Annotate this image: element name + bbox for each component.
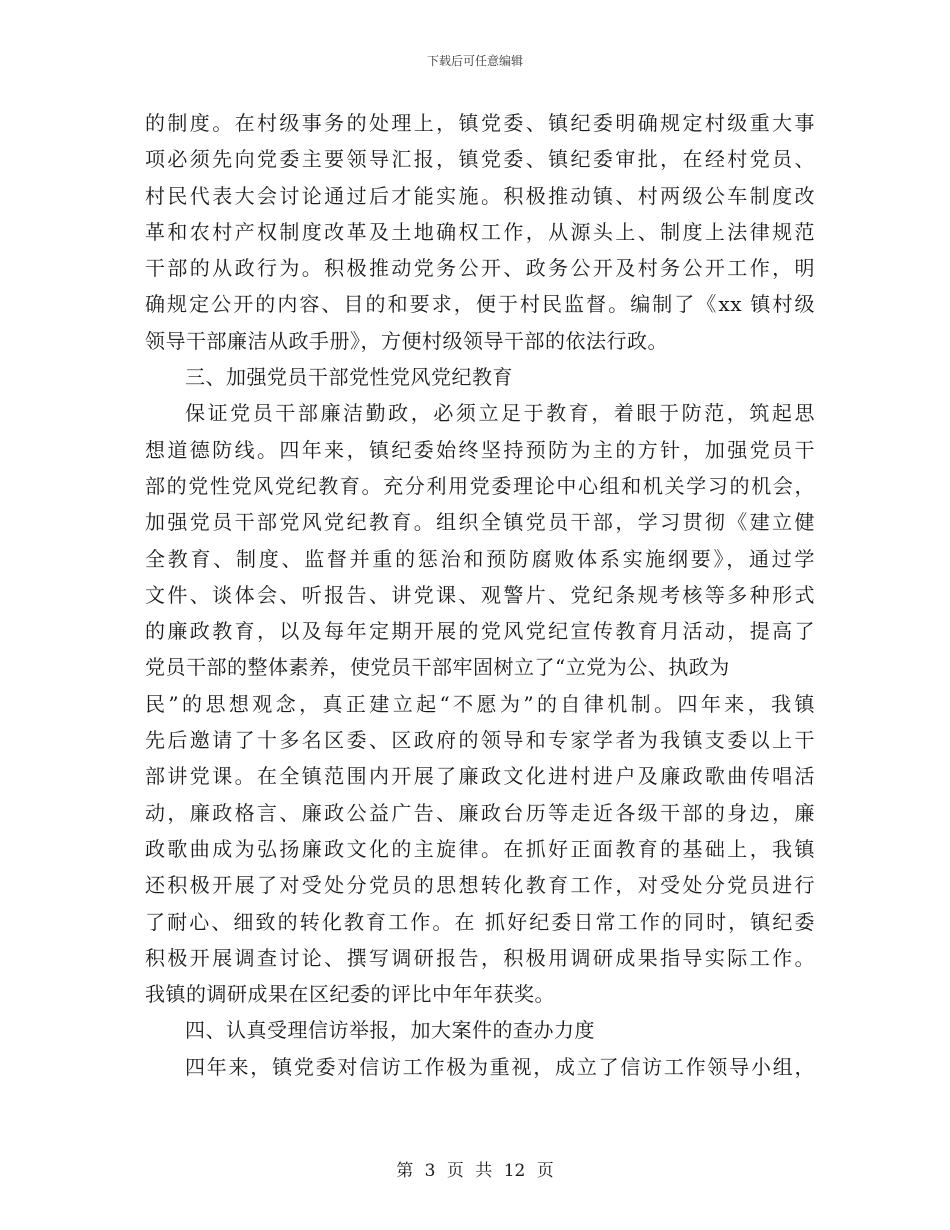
- body-line: 了耐心、细致的转化教育工作。在 抓好纪委日常工作的同时，镇纪委: [145, 909, 815, 934]
- body-line: 动，廉政格言、廉政公益广告、廉政台历等走近各级干部的身边，廉: [145, 800, 815, 825]
- document-body: [145, 105, 815, 1085]
- body-line: 革和农村产权制度改革及土地确权工作，从源头上、制度上法律规范: [145, 219, 815, 244]
- body-line: 的制度。在村级事务的处理上，镇党委、镇纪委明确规定村级重大事: [145, 111, 815, 135]
- body-line: 我镇的调研成果在区纪委的评比中年年获奖。: [145, 982, 555, 1007]
- body-line: 领导干部廉洁从政手册》，方便村级领导干部的依法行政。: [145, 328, 668, 353]
- body-line: 加强党员干部党风党纪教育。组织全镇党员干部，学习贯彻《建立健: [145, 510, 815, 535]
- body-line: 想道德防线。四年来，镇纪委始终坚持预防为主的方针，加强党员干: [145, 437, 815, 462]
- section-heading: 三、加强党员干部党性党风党纪教育: [185, 365, 513, 390]
- body-line: 村民代表大会讨论通过后才能实施。积极推动镇、村两级公车制度改: [145, 183, 815, 208]
- body-line: 先后邀请了十多名区委、区政府的领导和专家学者为我镇支委以上干: [145, 728, 815, 753]
- body-line: 项必须先向党委主要领导汇报，镇党委、镇纪委审批，在经村党员、: [145, 147, 815, 172]
- body-line: 部的党性党风党纪教育。充分利用党委理论中心组和机关学习的机会，: [145, 473, 815, 498]
- body-line: 确规定公开的内容、目的和要求，便于村民监督。编制了《xx 镇村级: [145, 292, 815, 317]
- body-line: 四年来，镇党委对信访工作极为重视，成立了信访工作领导小组，: [185, 1054, 815, 1079]
- body-line: 文件、谈体会、听报告、讲党课、观警片、党纪条规考核等多种形式: [145, 582, 815, 607]
- body-line: 政歌曲成为弘扬廉政文化的主旋律。在抓好正面教育的基础上，我镇: [145, 836, 815, 861]
- page-number: 第 3 页 共 12 页: [396, 1161, 554, 1181]
- body-line: 的廉政教育，以及每年定期开展的党风党纪宣传教育月活动，提高了: [145, 619, 815, 644]
- body-line: 干部的从政行为。积极推动党务公开、政务公开及村务公开工作，明: [145, 256, 815, 281]
- page-header-note: 下载后可任意编辑: [426, 54, 523, 68]
- body-line: 还积极开展了对受处分党员的思想转化教育工作，对受处分党员进行: [145, 873, 815, 898]
- body-line: 党员干部的整体素养，使党员干部牢固树立了“立党为公、执政为: [145, 655, 730, 680]
- section-heading: 四、认真受理信访举报，加大案件的查办力度: [185, 1018, 595, 1043]
- body-line: 部讲党课。在全镇范围内开展了廉政文化进村进户及廉政歌曲传唱活: [145, 764, 815, 789]
- body-line: 保证党员干部廉洁勤政，必须立足于教育，着眼于防范，筑起思: [185, 401, 815, 426]
- body-line: 全教育、制度、监督并重的惩治和预防腐败体系实施纲要》，通过学: [145, 546, 815, 571]
- body-line: 积极开展调查讨论、撰写调研报告，积极用调研成果指导实际工作。: [145, 945, 815, 970]
- body-line: 民”的思想观念，真正建立起“不愿为”的自律机制。四年来，我镇: [145, 691, 815, 716]
